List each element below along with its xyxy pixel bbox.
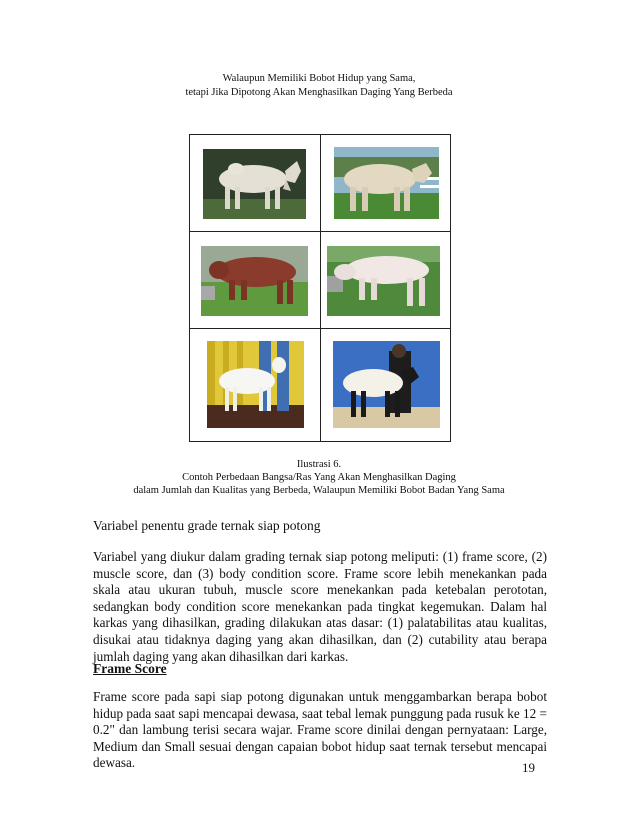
page-number: 19 [522, 760, 535, 775]
figure-caption-title: Contoh Perbedaan Bangsa/Ras Yang Akan Menghasilkan Daging [182, 472, 456, 483]
photo-beef-bull [334, 147, 439, 219]
paragraph-variables: Variabel yang diukur dalam grading ternak siap potong meliputi: (1) frame score, (2) muscle score, dan (3) body condition score. Frame score lebih menekankan pada skala atau ukuran tubuh, muscle score menekankan pada ketebalan perototan, sedangkan body condition score menekankan pada tingkat kegemukan. Dalam hal karkas yang dihasilkan, grading dilakukan atas dasar: (1) palatabilitas atau kualitas, disukai atau tidaknya daging yang akan dihasilkan, dan (2) cutability atau berapa jumlah daging yang akan dihasilkan dari karkas. [93, 549, 547, 664]
grid-divider-horizontal-2 [190, 328, 450, 329]
animal-photo-grid [189, 134, 451, 442]
header-line-1: Walaupun Memiliki Bobot Hidup yang Sama, [222, 73, 416, 84]
section-title: Variabel penentu grade ternak siap potong [93, 518, 321, 533]
subheading-frame-score: Frame Score [93, 661, 167, 676]
photo-white-pig [327, 246, 440, 316]
photo-red-pig [201, 246, 308, 316]
figure-caption-number: Ilustrasi 6. [296, 459, 342, 470]
photo-brahman-cattle [203, 149, 306, 219]
photo-blackface-lamb [333, 341, 440, 428]
figure-caption-subtitle: dalam Jumlah dan Kualitas yang Berbeda, Walaupun Memiliki Bobot Badan Yang Sama [133, 485, 505, 496]
paragraph-frame-score: Frame score pada sapi siap potong digunakan untuk menggambarkan berapa bobot hidup pada saat sapi mencapai dewasa, saat tebal lemak punggung pada rusuk ke 12 = 0.2" dan lambung terisi secara wajar. Frame score dinilai dengan pernyataan: Large, Medium dan Small sesuai dengan capaian bobot hidup saat ternak tersebut mencapai dewasa. [93, 689, 547, 771]
photo-white-lamb [207, 341, 304, 428]
header-line-2: tetapi Jika Dipotong Akan Menghasilkan Daging Yang Berbeda [185, 87, 453, 98]
grid-divider-horizontal-1 [190, 231, 450, 232]
grid-divider-vertical [320, 135, 321, 441]
